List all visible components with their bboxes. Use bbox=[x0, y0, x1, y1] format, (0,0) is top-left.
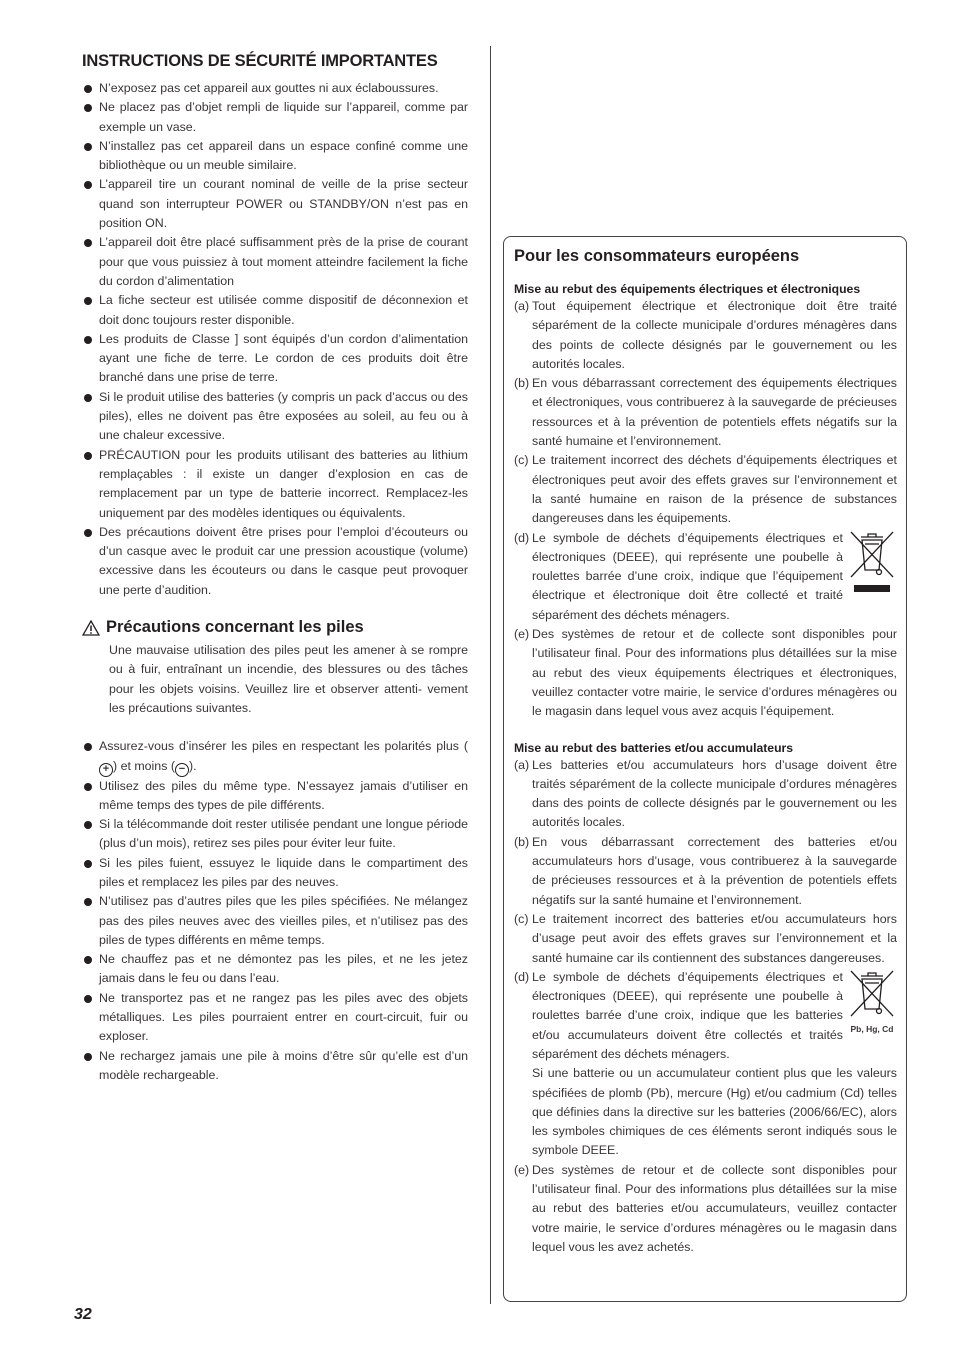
list-item: (b) En vous débarrassant correctement des équipements électriques et électroniques, vous contribuerez à la sauvegarde de précieuses ressources et à la prévention de potentiels effets négatifs sur la santé humaine et l’environnement. bbox=[514, 376, 897, 449]
list-item: N’exposez pas cet appareil aux gouttes ni aux éclaboussures. bbox=[82, 79, 468, 98]
list-item: Des précautions doivent être prises pour l’emploi d’écouteurs ou d’un casque avec le produit car une pression acoustique (volume) excessive dans les écouteurs ou dans le casque peut provoquer une perte d’audition. bbox=[82, 523, 468, 600]
list-item: Ne transportez pas et ne rangez pas les piles avec des objets métalliques. Les piles pourraient entrer en court-circuit, fuir ou exploser. bbox=[82, 989, 468, 1047]
column-divider bbox=[490, 46, 491, 1304]
batteries-intro: Une mauvaise utilisation des piles peut les amener à se rompre ou à fuir, entraînant un incendie, des blessures ou des tâches pour les objets voisins. Veuillez lire et observer attenti- vement les précautions suivantes. bbox=[109, 643, 468, 715]
eu-consumers-box bbox=[503, 236, 907, 1302]
weee-bin bbox=[847, 529, 897, 597]
list-item: (c) Le traitement incorrect des déchets d’équipements électriques et électroniques peut avoir des effets graves sur l’environnement et la santé humaine en raison de la présence de substances dangereuses dans les équipements. bbox=[514, 453, 897, 526]
list-item: L’appareil tire un courant nominal de veille de la prise secteur quand son interrupteur POWER ou STANDBY/ON n’est pas en position ON. bbox=[82, 175, 468, 233]
batteries-heading bbox=[82, 618, 468, 637]
list-item: Ne rechargez jamais une pile à moins d’être sûr qu’elle est d’un modèle rechargeable. bbox=[82, 1047, 468, 1086]
batteries-title: Précautions concernant les piles bbox=[106, 618, 364, 637]
bin-caption: Pb, Hg, Cd bbox=[850, 1023, 894, 1034]
list-item: (e) Des systèmes de retour et de collecte sont disponibles pour l’utilisateur final. Pour des informations plus détaillées sur la mise au rebut des vieux équipements électriques et électroniques, veuillez contacter votre mairie, le service d’ordures ménagères ou le magasin dans lequel vous avez acquis l’équipement. bbox=[514, 627, 897, 719]
eu-title: Pour les consommateurs européens bbox=[514, 247, 800, 265]
weee-list bbox=[514, 297, 897, 722]
list-item: Si le produit utilise des batteries (y compris un pack d’accus ou des piles), elles ne doivent pas être exposées au soleil, au feu ou à une chaleur excessive. bbox=[82, 388, 468, 446]
list-item: (b) En vous débarrassant correctement des batteries et/ou accumulateurs hors d’usage, vous contribuerez à la sauvegarde de précieuses ressources et à la prévention de potentiels effets négatifs sur la santé humaine et l’environnement. bbox=[514, 834, 897, 907]
battery-bin bbox=[847, 968, 897, 1039]
list-item: (e) Des systèmes de retour et de collecte sont disponibles pour l’utilisateur final. Pour des informations plus détaillées sur la mise au rebut des batteries et/ou accumulateurs, veuillez contacter votre mairie, le service d’ordures ménagères ou le magasin dans lequel vous les avez achetés. bbox=[514, 1162, 897, 1254]
minus-symbol: − bbox=[175, 763, 189, 777]
plus-symbol: + bbox=[99, 763, 113, 777]
crossed-wheelie-bin-icon bbox=[849, 529, 895, 597]
crossed-wheelie-bin-icon bbox=[849, 968, 895, 1018]
safety-list bbox=[82, 79, 468, 600]
list-item: (a) Tout équipement électrique et électronique doit être traité séparément de la collecte municipale d’ordures ménagères dans des points de collecte désignés par le gouvernement ou les autorités locales. bbox=[514, 299, 897, 371]
batteries-list bbox=[82, 737, 468, 1085]
list-item: (a) Les batteries et/ou accumulateurs hors d’usage doivent être traités séparément de la collecte municipale d’ordures ménagères dans des points de collecte désignés par le gouvernement ou les autorités locales. bbox=[514, 757, 897, 830]
weee-heading: Mise au rebut des équipements électriques et électroniques bbox=[514, 282, 861, 296]
list-item: Si les piles fuient, essuyez le liquide dans le compartiment des piles et remplacez les piles par des neuves. bbox=[82, 854, 468, 893]
batteries-disposal-heading: Mise au rebut des batteries et/ou accumulateurs bbox=[514, 740, 794, 755]
list-item: L’appareil doit être placé suffisamment près de la prise de courant pour que vous puissiez à tout moment atteindre facilement la fiche du cordon d’alimentation bbox=[82, 233, 468, 291]
list-item: (d) Pb, Hg, Cd Le symbole de déchets d’équipements électriques et électroniques (DEEE), qui représente une poubelle à roulettes barrée d’une croix, indique que les batteries et/ou accumulateurs doivent être collectés et traités séparément des déchets ménagers. Si une batterie ou un accumulateur contient plus que les valeurs spécifiées de plomb (Pb), mercure (Hg) et/ou cadmium (Cd) telles que définies dans la directive sur les batteries (2006/66/EC), alors les symboles chimiques de ces éléments seront indiqués sous le symbole DEEE. bbox=[514, 969, 897, 1158]
list-item: Ne chauffez pas et ne démontez pas les piles, et ne les jetez jamais dans le feu ou dans l’eau. bbox=[82, 950, 468, 989]
warning-triangle-icon bbox=[82, 620, 100, 636]
list-item: N’utilisez pas d’autres piles que les piles spécifiées. Ne mélangez pas des piles neuves avec des vieilles piles, et n’utilisez pas des piles de types différents en même temps. bbox=[82, 892, 468, 950]
list-item: (c) Le traitement incorrect des batteries et/ou accumulateurs hors d’usage peut avoir des effets graves sur l’environnement et la santé humaine car ils contiennent des substances dangereuses. bbox=[514, 911, 897, 965]
list-item: Les produits de Classe ] sont équipés d’un cordon d’alimentation ayant une fiche de terre. Le cordon de ces produits doit être branché dans une prise de terre. bbox=[82, 330, 468, 388]
list-item: Assurez-vous d’insérer les piles en respectant les polarités plus (+ ) et moins ( − ). bbox=[82, 737, 468, 776]
list-item: Ne placez pas d’objet rempli de liquide sur l’appareil, comme par exemple un vase. bbox=[82, 98, 468, 137]
left-column bbox=[82, 52, 468, 1085]
batteries-disposal-list bbox=[514, 756, 897, 1258]
list-item: N’installez pas cet appareil dans un espace confiné comme une bibliothèque ou un meuble similaire. bbox=[82, 137, 468, 176]
safety-title: INSTRUCTIONS DE SÉCURITÉ IMPORTANTES bbox=[82, 52, 438, 70]
list-item: PRÉCAUTION pour les produits utilisant des batteries au lithium remplaçables : il existe un danger d’explosion en cas de remplacement par un type de batterie incorrect. Remplacez-les uniquement par des modèles identiques ou équivalents. bbox=[82, 446, 468, 523]
page-number: 32 bbox=[74, 1306, 92, 1323]
list-item: Si la télécommande doit rester utilisée pendant une longue période (plus d’un mois), retirez ses piles pour éviter leur fuite. bbox=[82, 815, 468, 854]
list-item: Utilisez des piles du même type. N’essayez jamais d’utiliser en même temps des types de pile différents. bbox=[82, 777, 468, 816]
list-item: (d) Le symbole de déchets d’équipements électriques et électroniques (DEEE), qui représente une poubelle à roulettes barrée d’une croix, indique que l’équipement électrique et électronique doit être collecté et traité séparément des déchets ménagers. bbox=[514, 529, 897, 625]
list-item: La fiche secteur est utilisée comme dispositif de déconnexion et doit donc toujours rester disponible. bbox=[82, 291, 468, 330]
